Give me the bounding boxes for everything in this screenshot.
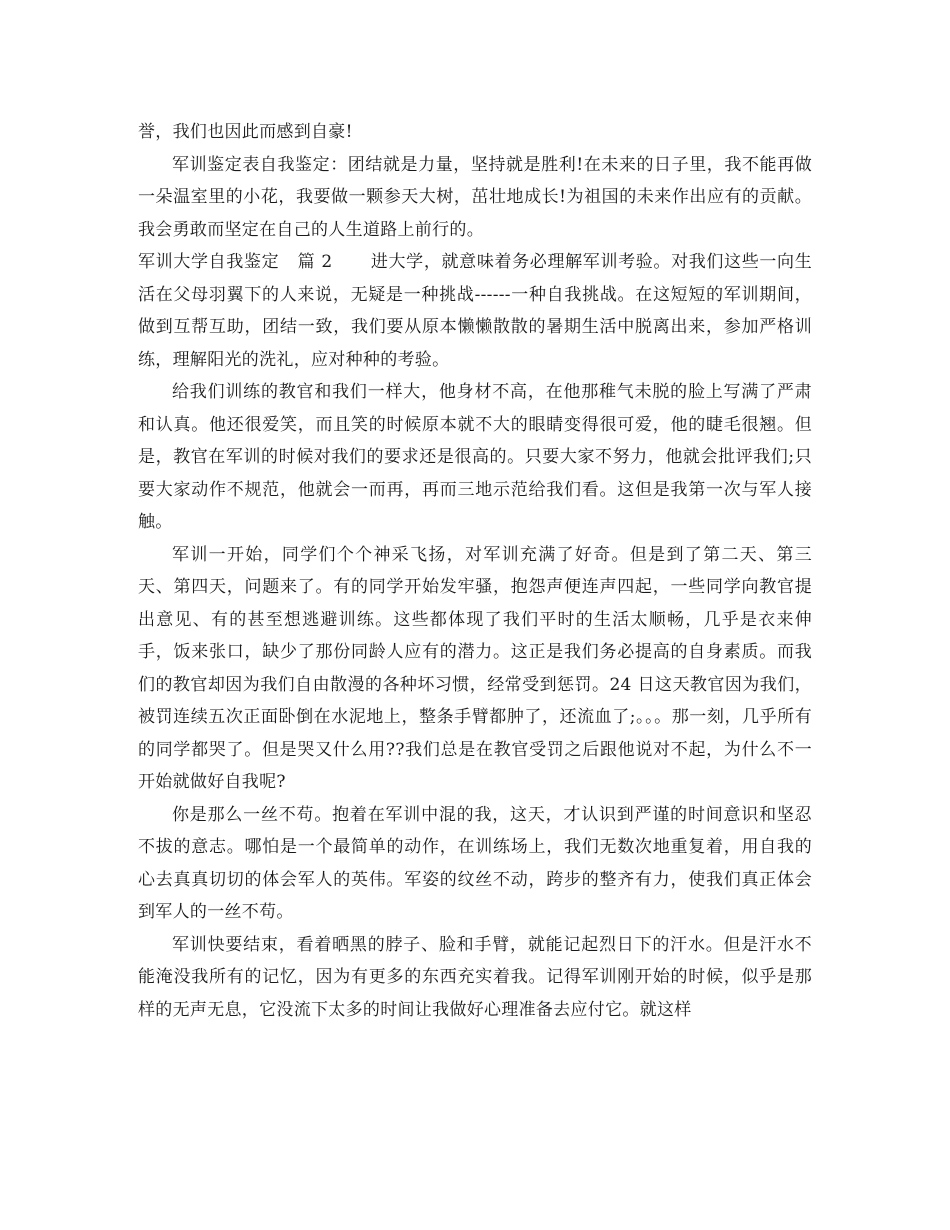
paragraph-4: 给我们训练的教官和我们一样大，他身材不高，在他那稚气未脱的脸上写满了严肃和认真。他还很爱笑，而且笑的时候原本就不大的眼睛变得很可爱，他的睫毛很翘。但是，教官在军训的时候对我们的要求还是很高的。只要大家不努力，他就会批评我们;只要大家动作不规范，他就会一而再，再而三地示范给我们看。这但是我第一次与军人接触。	[138, 382, 812, 532]
paragraph-1: 誉，我们也因此而感到自豪!	[138, 122, 353, 142]
section-number: 篇 2	[297, 252, 333, 272]
paragraph-2: 军训鉴定表自我鉴定：团结就是力量，坚持就是胜利!在未来的日子里，我不能再做一朵温室里的小花，我要做一颗参天大树，茁壮地成长!为祖国的未来作出应有的贡献。我会勇敢而坚定在自己的人生道路上前行的。	[138, 154, 812, 240]
paragraph-3	[138, 246, 812, 376]
section-heading: 军训大学自我鉴定	[138, 252, 280, 272]
paragraph-5: 军训一开始，同学们个个神采飞扬，对军训充满了好奇。但是到了第二天、第三天、第四天，问题来了。有的同学开始发牢骚，抱怨声便连声四起，一些同学向教官提出意见、有的甚至想逃避训练。这些都体现了我们平时的生活太顺畅，几乎是衣来伸手，饭来张口，缺少了那份同龄人应有的潜力。这正是我们务必提高的自身素质。而我们的教官却因为我们自由散漫的各种坏习惯，经常受到惩罚。24 日这天教官因为我们，被罚连续五次正面卧倒在水泥地上，整条手臂都肿了，还流血了;。。。那一刻，几乎所有的同学都哭了。但是哭又什么用??我们总是在教官受罚之后跟他说对不起，为什么不一开始就做好自我呢?	[138, 544, 812, 792]
paragraph-7: 军训快要结束，看着晒黑的脖子、脸和手臂，就能记起烈日下的汗水。但是汗水不能淹没我所有的记忆，因为有更多的东西充实着我。记得军训刚开始的时候，似乎是那样的无声无息，它没流下太多的时间让我做好心理准备去应付它。就这样	[138, 934, 812, 1020]
paragraph-3-body: 进大学，就意味着务必理解军训考验。对我们这些一向生活在父母羽翼下的人来说，无疑是一种挑战------一种自我挑战。在这短短的军训期间，做到互帮互助，团结一致，我们要从原本懒懒散散的暑期生活中脱离出来，参加严格训练，理解阳光的洗礼，应对种种的考验。	[138, 252, 813, 370]
paragraph-6: 你是那么一丝不苟。抱着在军训中混的我，这天，才认识到严谨的时间意识和坚忍不拔的意志。哪怕是一个最简单的动作，在训练场上，我们无数次地重复着，用自我的心去真真切切的体会军人的英伟。军姿的纹丝不动，跨步的整齐有力，使我们真正体会到军人的一丝不苟。	[138, 804, 812, 922]
